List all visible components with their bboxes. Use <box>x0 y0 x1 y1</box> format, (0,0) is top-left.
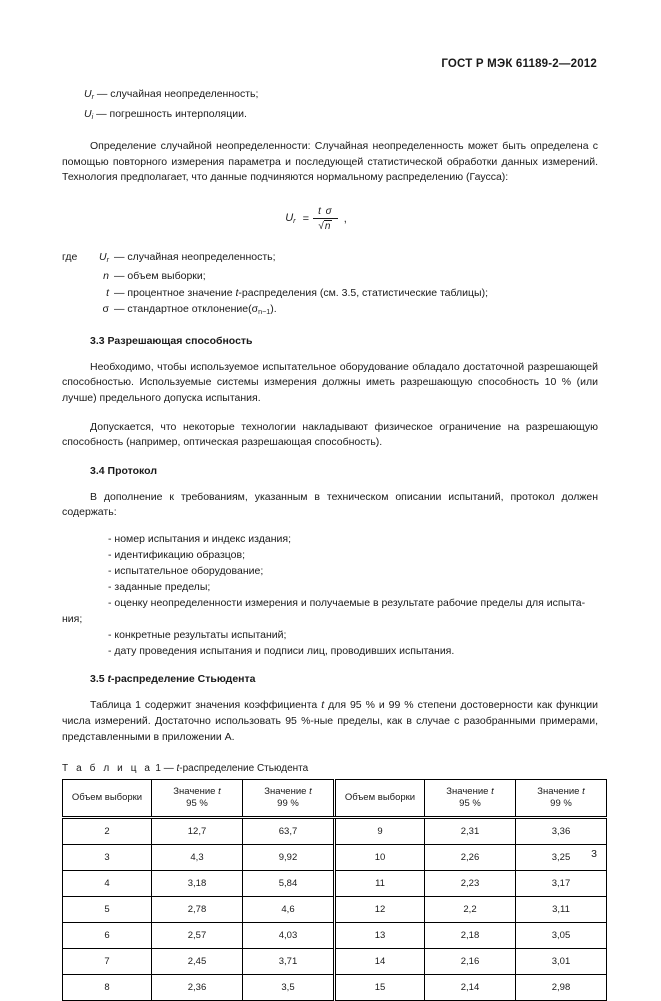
header-italic-t: t <box>582 786 585 798</box>
heading-3-4-title: Протокол <box>107 464 158 477</box>
symbol-U-r: $U_r$ <box>84 88 94 101</box>
column-header-t95-right <box>425 780 516 818</box>
heading-3-5-number: 3.5 <box>90 673 105 686</box>
table-caption-italic: t <box>176 763 180 775</box>
where-text: — стандартное $отклонение(\sigma_{n-1})$. <box>114 303 277 317</box>
cell-t95: 2,26 <box>425 845 516 871</box>
cell-sample-size: 9 <box>335 818 425 845</box>
cell-sample-size: 3 <box>63 845 152 871</box>
cell-t99: 3,17 <box>516 871 607 897</box>
where-symbol-n: n <box>103 270 109 283</box>
definition-text: — погрешность интерполяции. <box>96 107 247 120</box>
paragraph-3-3-1: Необходимо, чтобы используемое испытательное оборудование обладало достаточной разрешающей способностью. Используемые системы измерения должны иметь разрешающую способность 10 % (или лучше) предельного допуска испытания. <box>62 360 598 404</box>
table-row <box>63 818 607 845</box>
cell-sample-size: 11 <box>335 871 425 897</box>
column-header-t99-left <box>243 780 335 818</box>
list-item: - оценку неопределенности измерения и получаемые в результате рабочие пределы для испыта- <box>108 597 586 610</box>
column-header-sample-size-right: Объем выборки <box>335 780 425 818</box>
header-label: Значение <box>537 786 580 798</box>
cell-t99: 5,84 <box>243 871 335 897</box>
table-caption-dash: — <box>163 763 174 775</box>
list-item: - идентификацию образцов; <box>108 549 246 562</box>
cell-t95: 2,18 <box>425 923 516 949</box>
cell-sample-size: 15 <box>335 975 425 1001</box>
subscript-r: r <box>91 92 94 101</box>
where-item <box>62 301 598 320</box>
cell-t95: 2,36 <box>152 975 243 1001</box>
cell-sample-size: 8 <box>63 975 152 1001</box>
cell-t95: 2,45 <box>152 949 243 975</box>
where-label-spacer <box>62 285 88 302</box>
cell-sample-size: 13 <box>335 923 425 949</box>
random-uncertainty-formula <box>285 206 347 232</box>
table-caption-label: Т а б л и ц а <box>62 763 153 775</box>
cell-t99: 3,5 <box>243 975 335 1001</box>
heading-3-5-title: -распределение Стьюдента <box>111 673 256 686</box>
document-body <box>62 86 598 1001</box>
where-symbol-t: t <box>106 286 109 299</box>
list-item: - дату проведения испытания и подписи лиц, проводивших испытания. <box>108 645 455 658</box>
list-item: - испытательное оборудование; <box>108 565 264 578</box>
header-confidence: 99 % <box>277 798 299 810</box>
table-head <box>63 780 607 818</box>
cell-sample-size: 10 <box>335 845 425 871</box>
where-text: — случайная неопределенность; <box>114 250 276 263</box>
cell-t99: 3,05 <box>516 923 607 949</box>
where-symbol-sigma: σ <box>102 303 109 316</box>
cell-t99: 3,36 <box>516 818 607 845</box>
t-distribution-table <box>62 779 607 1001</box>
where-text: — объем выборки; <box>114 270 206 283</box>
header-confidence: 99 % <box>550 798 572 810</box>
cell-sample-size: 12 <box>335 897 425 923</box>
cell-t99: 3,71 <box>243 949 335 975</box>
header-label: Значение <box>446 786 489 798</box>
column-header-t99-right <box>516 780 607 818</box>
formula-numerator: t σ <box>318 205 333 217</box>
radical-icon: √ <box>318 220 324 232</box>
table-body <box>63 818 607 1001</box>
where-item <box>62 285 598 302</box>
table-row <box>63 975 607 1001</box>
formula-fraction <box>313 206 338 232</box>
cell-sample-size: 5 <box>63 897 152 923</box>
definition-item <box>84 106 598 126</box>
cell-t99: 4,03 <box>243 923 335 949</box>
protocol-requirements-list <box>62 531 598 659</box>
table-row <box>63 923 607 949</box>
header-confidence: 95 % <box>459 798 481 810</box>
list-item: - заданные пределы; <box>108 581 211 594</box>
heading-3-4 <box>62 465 598 477</box>
cell-t95: 3,18 <box>152 871 243 897</box>
table-row <box>63 897 607 923</box>
standard-header: ГОСТ Р МЭК 61189-2—2012 <box>441 58 597 70</box>
where-label-spacer <box>62 268 88 285</box>
cell-sample-size: 7 <box>63 949 152 975</box>
heading-3-5 <box>62 673 598 685</box>
where-symbol-U: $U_r$ <box>99 250 109 264</box>
cell-t95: 2,2 <box>425 897 516 923</box>
formula-lhs: $U_r$ <box>285 212 296 226</box>
cell-t95: 2,31 <box>425 818 516 845</box>
table-header-row <box>63 780 607 818</box>
list-item-wrap-tail: ния; <box>62 613 83 626</box>
heading-3-5-italic-prefix: t <box>107 673 112 686</box>
where-subscript: r <box>106 255 109 264</box>
cell-t99: 3,25 <box>516 845 607 871</box>
list-item: - конкретные результаты испытаний; <box>108 629 287 642</box>
definition-text: — случайная неопределенность; <box>96 88 259 100</box>
paragraph-3-4-1: В дополнение к требованиям, указанным в техническом описании испытаний, протокол должен содержать: <box>62 490 598 519</box>
heading-3-3-title: Разрешающая способность <box>107 334 253 347</box>
where-label-spacer <box>62 301 88 320</box>
definition-item <box>84 86 598 106</box>
cell-sample-size: 2 <box>63 818 152 845</box>
paragraph-3-5-1: Таблица 1 содержит значения коэффициента t для 95 % и 99 % степени достоверности как функции числа измерений. Достаточно использовать 95 %-ные пределы, как в случае с разобранными примерами, представленными в приложении А. <box>62 699 598 743</box>
heading-3-3-number: 3.3 <box>90 334 105 347</box>
header-label: Значение <box>264 786 307 798</box>
cell-t95: 2,16 <box>425 949 516 975</box>
cell-t95: 2,57 <box>152 923 243 949</box>
cell-t99: 4,6 <box>243 897 335 923</box>
table-row <box>63 845 607 871</box>
cell-t99: 3,11 <box>516 897 607 923</box>
table-caption-number: 1 <box>155 763 161 775</box>
cell-t95: 12,7 <box>152 818 243 845</box>
column-header-t95-left <box>152 780 243 818</box>
where-label: где <box>62 250 78 263</box>
where-item <box>62 249 598 268</box>
cell-t99: 9,92 <box>243 845 335 871</box>
formula-equals: = <box>302 212 310 225</box>
subscript-i: i <box>91 112 94 121</box>
paragraph-3-3-2: Допускается, что некоторые технологии накладывают физическое ограничение на разрешающую способность (например, оптическая разрешающая способность). <box>62 420 598 449</box>
cell-t95: 2,14 <box>425 975 516 1001</box>
header-italic-t: t <box>309 786 312 798</box>
heading-3-3 <box>62 335 598 347</box>
page-number: 3 <box>591 848 597 860</box>
symbol-definitions-top <box>84 86 598 126</box>
where-text: — процентное значение t-распределения (см. 3.5, статистические таблицы); <box>114 286 489 299</box>
formula-denominator <box>313 219 337 232</box>
cell-t95: 2,23 <box>425 871 516 897</box>
where-definitions <box>62 249 598 321</box>
symbol-U-i: $U_i$ <box>84 107 94 121</box>
radicand: n <box>324 220 331 232</box>
cell-t99: 2,98 <box>516 975 607 1001</box>
heading-3-4-number: 3.4 <box>90 464 105 477</box>
formula-trailing-comma: , <box>343 212 347 225</box>
table-row <box>63 949 607 975</box>
header-confidence: 95 % <box>186 798 208 810</box>
table-caption-rest: -распределение Стьюдента <box>179 763 309 775</box>
cell-sample-size: 14 <box>335 949 425 975</box>
table-caption <box>62 763 598 774</box>
cell-t95: 4,3 <box>152 845 243 871</box>
cell-t99: 3,01 <box>516 949 607 975</box>
formula-lhs-subscript: r <box>293 216 296 226</box>
list-item: - номер испытания и индекс издания; <box>108 533 291 546</box>
formula-block <box>62 197 598 241</box>
header-italic-t: t <box>218 786 221 798</box>
cell-t99: 63,7 <box>243 818 335 845</box>
table-row <box>63 871 607 897</box>
where-item <box>62 268 598 285</box>
header-label: Значение <box>173 786 216 798</box>
column-header-sample-size-left: Объем выборки <box>63 780 152 818</box>
cell-sample-size: 6 <box>63 923 152 949</box>
intro-paragraph: Определение случайной неопределенности: Случайная неопределенность может быть определена с помощью повторного измерения параметра и последующей статистической обработки данных измерений. Технология предполагает, что данные подчиняются нормальному распределению (Гаусса): <box>62 139 598 184</box>
cell-sample-size: 4 <box>63 871 152 897</box>
header-italic-t: t <box>491 786 494 798</box>
cell-t95: 2,78 <box>152 897 243 923</box>
